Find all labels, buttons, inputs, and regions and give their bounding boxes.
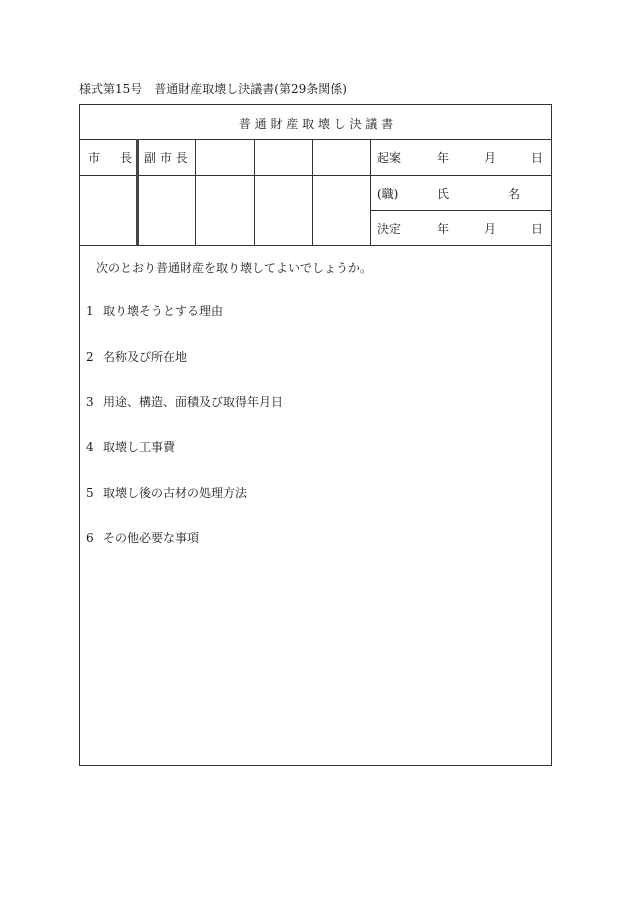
rule-approval-row-divider (80, 175, 551, 176)
kettei-day: 日 (531, 222, 544, 236)
item-text: 名称及び所在地 (103, 350, 188, 364)
drafter-mei: 名 (508, 187, 521, 201)
mayor-label-a: 市 (88, 151, 101, 165)
kettei-label: 決定 (377, 222, 402, 236)
kian-label: 起案 (377, 151, 402, 165)
rule-col-2 (195, 139, 196, 245)
kian-month: 月 (484, 151, 497, 165)
rule-col-3 (254, 139, 255, 245)
rule-mayor-double (136, 139, 139, 245)
rule-col-5 (370, 139, 371, 245)
vice-mayor-label: 副 市 長 (144, 151, 188, 165)
item-text: 取壊し工事費 (103, 440, 176, 454)
item-number: 5 (86, 486, 94, 500)
rule-below-title (80, 139, 551, 140)
intro-text: 次のとおり普通財産を取り壊してよいでしょうか。 (96, 261, 373, 275)
form-title: 普 通 財 産 取 壊 し 決 議 書 (238, 117, 394, 131)
form-frame (79, 104, 552, 766)
drafter-position: (職) (377, 187, 399, 201)
item-text: 用途、構造、面積及び取得年月日 (103, 395, 284, 409)
rule-col-4 (312, 139, 313, 245)
mayor-label-b: 長 (120, 151, 133, 165)
item-number: 2 (86, 350, 94, 364)
item-text: その他必要な事項 (103, 531, 200, 545)
item-text: 取壊し後の古材の処理方法 (103, 486, 248, 500)
item-number: 1 (86, 304, 94, 318)
drafter-shi: 氏 (437, 187, 450, 201)
kian-day: 日 (531, 151, 544, 165)
item-text: 取り壊そうとする理由 (103, 304, 224, 318)
item-number: 6 (86, 531, 94, 545)
kettei-year: 年 (437, 222, 450, 236)
item-number: 4 (86, 440, 94, 454)
rule-drafter-divider (370, 210, 551, 211)
rule-below-approval (80, 245, 551, 246)
kian-year: 年 (437, 151, 450, 165)
kettei-month: 月 (484, 222, 497, 236)
form-caption: 様式第15号 普通財産取壊し決議書(第29条関係) (79, 82, 347, 96)
item-number: 3 (86, 395, 94, 409)
